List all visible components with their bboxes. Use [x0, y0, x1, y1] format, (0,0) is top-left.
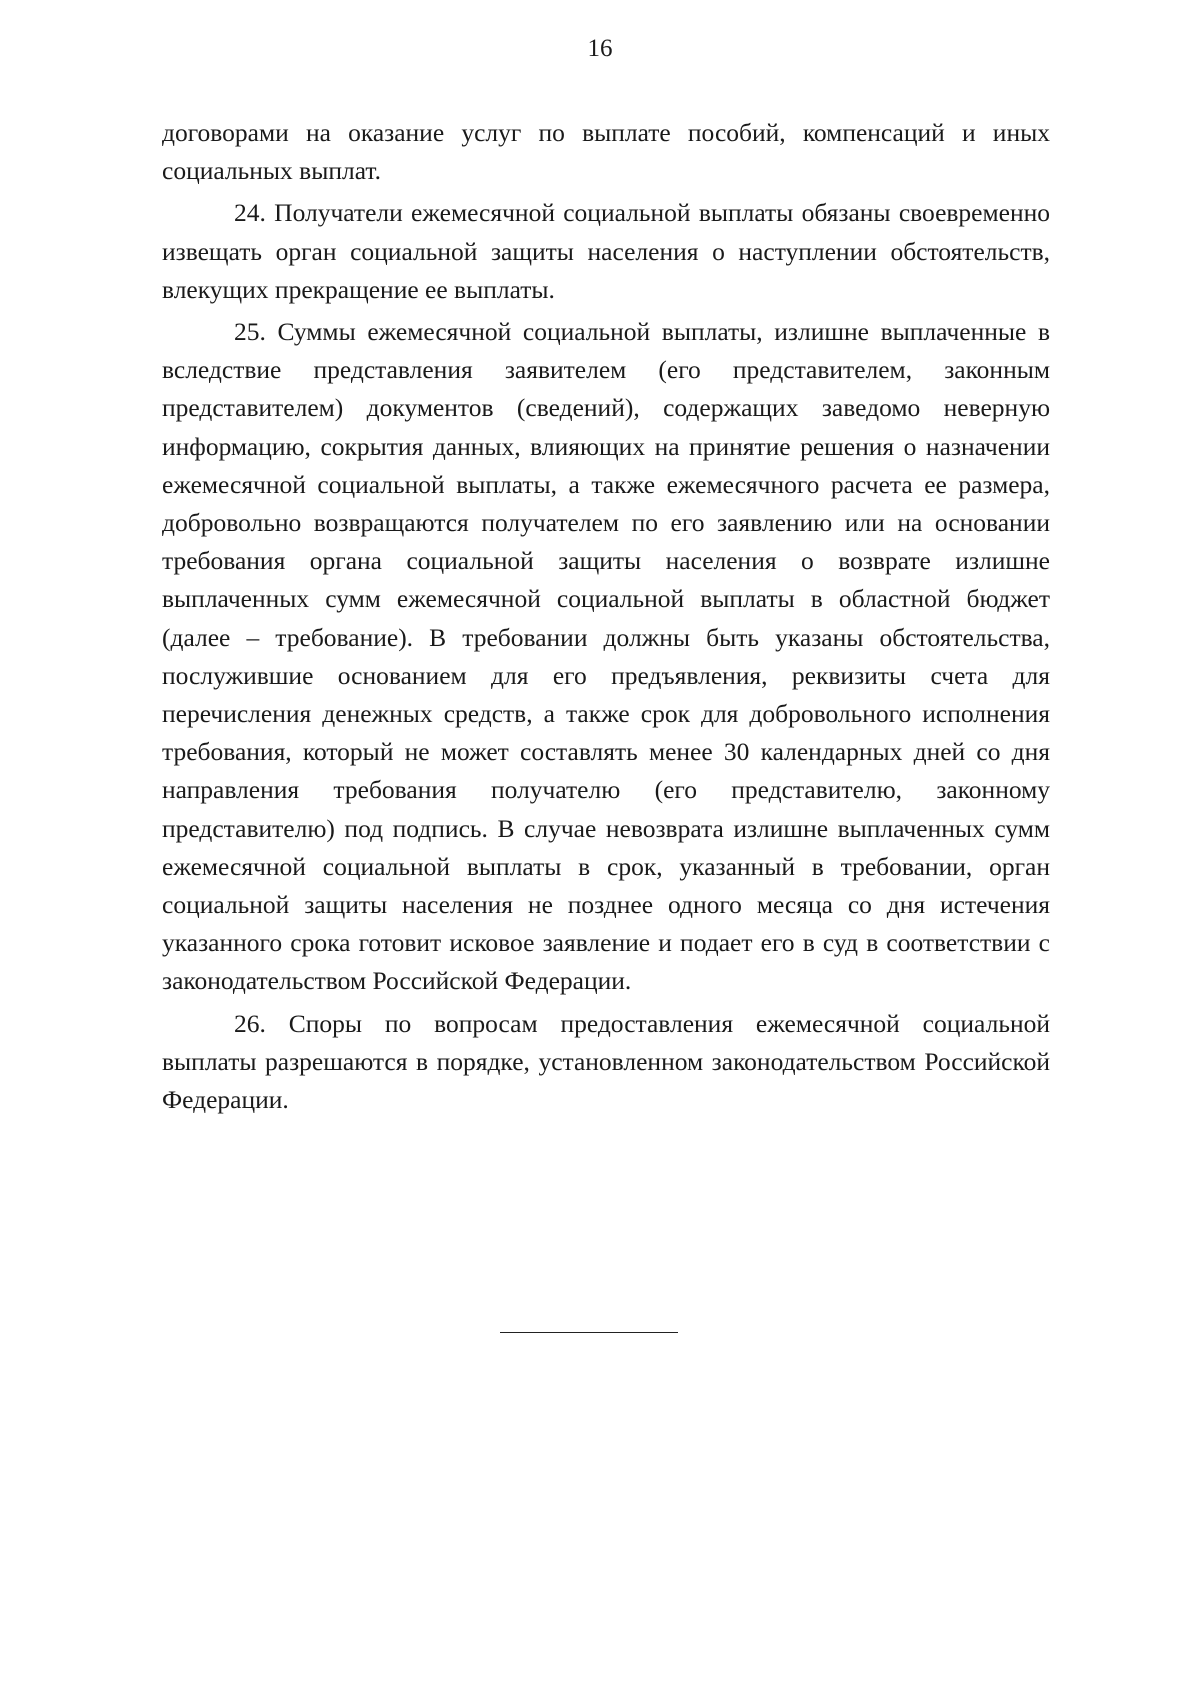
end-of-document-rule — [500, 1332, 678, 1333]
page-number: 16 — [587, 35, 613, 62]
paragraph-24: 24. Получатели ежемесячной социальной выплаты обязаны своевременно извещать орган социальной защиты населения о наступлении обстоятельств, влекущих прекращение ее выплаты. — [162, 198, 1050, 304]
paragraph-continuation: договорами на оказание услуг по выплате пособий, компенсаций и иных социальных выплат. — [162, 118, 1050, 186]
paragraph-25: 25. Суммы ежемесячной социальной выплаты, излишне выплаченные в вследствие представления заявителем (его представителем, законным представителем) документов (сведений), содержащих заведомо неверную информацию, сокрытия данных, влияющих на принятие решения о назначении ежемесячной социальной выплаты, а также ежемесячного расчета ее размера, добровольно возвращаются получателем по его заявлению или на основании требования органа социальной защиты населения о возврате излишне выплаченных сумм ежемесячной социальной выплаты в областной бюджет (далее – требование). В требовании должны быть указаны обстоятельства, послужившие основанием для его предъявления, реквизиты счета для перечисления денежных средств, а также срок для добровольного исполнения требования, который не может составлять менее 30 календарных дней со дня направления требования получателю (его представителю, законному представителю) под подпись. В случае невозврата излишне выплаченных сумм ежемесячной социальной выплаты в срок, указанный в требовании, орган социальной защиты населения не позднее одного месяца со дня истечения указанного срока готовит исковое заявление и подает его в суд в соответствии с законодательством Российской Федерации. — [162, 317, 1050, 996]
paragraph-26: 26. Споры по вопросам предоставления ежемесячной социальной выплаты разрешаются в порядке, установленном законодательством Российской Федерации. — [162, 1008, 1050, 1115]
document-body — [162, 114, 1050, 1123]
